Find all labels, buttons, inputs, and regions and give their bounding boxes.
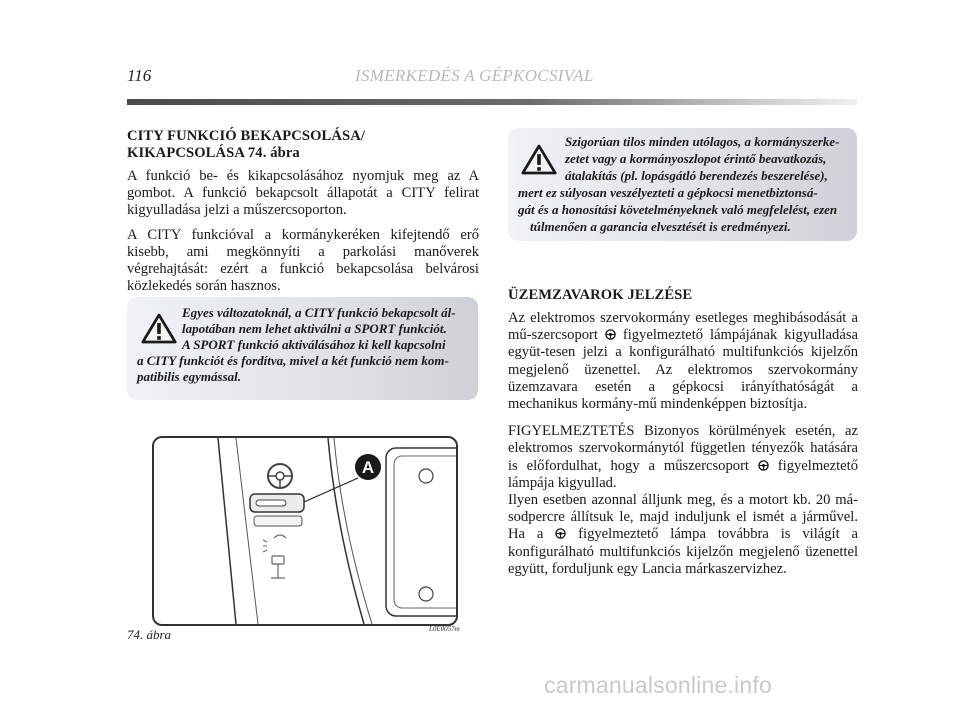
fault-paragraph-1-part-a: Az elektromos szervokormány esetleges meghibásodását a mű-szercsoport	[508, 310, 858, 344]
city-heading-line1: CITY FUNKCIÓ BEKAPCSOLÁSA/	[127, 128, 366, 144]
warning-line-2: lapotában nem lehet aktiválni a SPORT funkciót.	[182, 321, 447, 336]
headlight-adjust-icon	[263, 535, 286, 578]
warning-triangle-icon	[141, 313, 177, 344]
warning-line-2: zetet vagy a kormányoszlopot érintő beavatkozás,	[565, 151, 827, 166]
warning-line-3: átalakítás (pl. lopásgátló berendezés beszerelése),	[565, 168, 828, 183]
right-column	[508, 287, 858, 585]
callout-a-label: A	[361, 458, 375, 477]
steering-warning-box	[508, 128, 857, 241]
warning-line-4: mert ez súlyosan veszélyezteti a gépkocsi menetbiztonsá-	[518, 185, 818, 200]
fault-paragraph-2-part-a: FIGYELMEZTETÉS Bizonyos körülmények esetén, az elektromos szervokormánytól független tényezők hatására is előfordulhat, hogy a műszercsoport	[508, 423, 858, 474]
fault-heading: ÜZEMZAVAROK JELZÉSE	[508, 287, 693, 303]
steering-wheel-icon	[268, 464, 292, 488]
city-warning-box	[127, 297, 478, 400]
city-button[interactable]	[250, 494, 304, 512]
figure-code: L0E0057m	[429, 625, 460, 633]
page-number: 116	[127, 66, 152, 85]
fault-paragraph-2	[508, 423, 858, 492]
city-paragraph-1: A funkció be- és kikapcsolásához nyomjuk meg az A gombot. A funkció bekapcsolt állapotát a CITY felirat kigyulladása jelzi a műszercsoporton.	[127, 168, 479, 219]
city-paragraph-2: A CITY funkcióval a kormánykeréken kifejtendő erő kisebb, ami megkönnyíti a parkolási manőverek végrehajtását: ezért a funkció bekapcsolása belvárosi közlekedés során hasznos.	[127, 226, 479, 295]
left-column	[127, 128, 479, 302]
city-heading-line2: KIKAPCSOLÁSA 74. ábra	[127, 145, 300, 161]
dashboard-illustration	[154, 438, 456, 624]
steering-wheel-warning-icon	[555, 528, 566, 539]
fault-paragraph-3	[508, 492, 858, 578]
steering-wheel-warning-icon	[758, 460, 769, 471]
steering-wheel-warning-icon	[605, 329, 616, 340]
warning-line-6: túlmenően a garancia elvesztését is eredményezi.	[530, 219, 791, 234]
figure-caption: 74. ábra	[127, 627, 172, 642]
callout-leader	[304, 478, 358, 502]
figure-74	[152, 436, 458, 626]
fault-paragraph-3-part-b: figyelmeztető lámpa továbbra is világít a konfigurálható multifunkciós kijelzőn megjelenő üzenettel együtt, forduljunk egy Lancia márkaszervizhez.	[508, 526, 858, 577]
fault-paragraph-1-part-b: figyelmeztető lámpájának kigyulladása együt-tesen jelzi a konfigurálható multifunkciós kijelzőn megjelenő üzenettel. Az elektromos szervokormány üzemzavara esetén a gépkocsi irányíthatóságát a mechanikus kormány-mű mindenképpen biztosítja.	[508, 327, 858, 413]
fault-paragraph-2-part-b: figyelmeztető lámpája kigyullad.	[508, 457, 859, 491]
fault-paragraph-3-part-a: Ilyen esetben azonnal álljunk meg, és a motort kb. 20 má-sodpercre állítsuk le, majd induljunk el ismét a járművel. Ha a	[508, 492, 858, 543]
warning-line-1: Szigorúan tilos minden utólagos, a kormányszerke-	[565, 134, 840, 149]
warning-line-1: Egyes változatoknál, a CITY funkció bekapcsolt ál-	[182, 305, 456, 320]
watermark-text: carmanualsonline.info	[544, 672, 772, 698]
warning-line-3: A SPORT funkció aktiválásához ki kell kapcsolni	[182, 337, 446, 352]
city-heading	[127, 128, 479, 162]
warning-line-5: patibilis egymással.	[137, 369, 241, 384]
warning-line-4: a CITY funkciót és fordítva, mivel a két funkció nem kom-	[137, 353, 449, 368]
running-title: ISMERKEDÉS A GÉPKOCSIVAL	[355, 66, 594, 85]
header-rule	[127, 99, 857, 105]
warning-line-5: gát és a honosítási követelményeknek való megfelelést, ezen	[518, 202, 838, 217]
fault-paragraph-1	[508, 310, 858, 413]
warning-triangle-icon	[521, 144, 557, 175]
